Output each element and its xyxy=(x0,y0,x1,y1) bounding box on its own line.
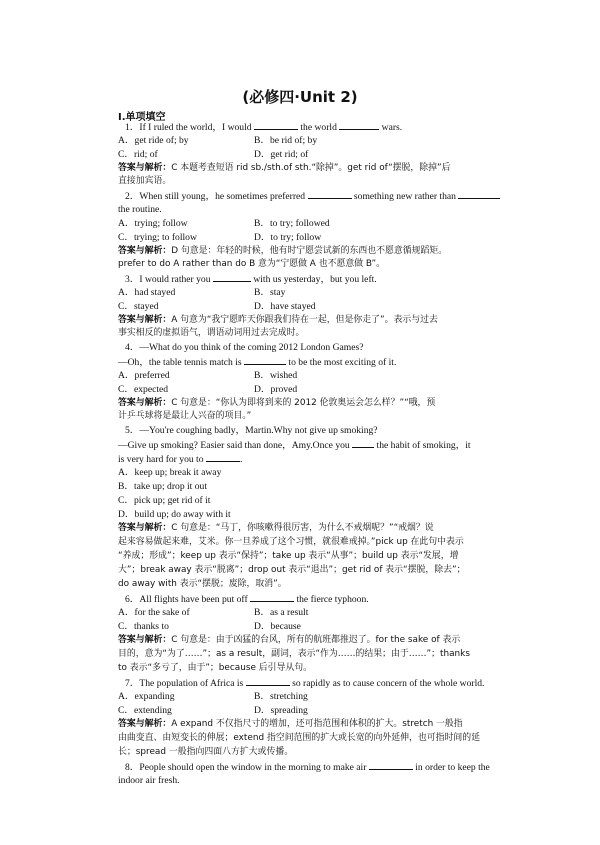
text-run: 起来容易做起来难，艾米。你一旦养成了这个习惯，就很难戒掉。”pick up 在此句中表示 xyxy=(118,537,464,547)
answer-explanation-line xyxy=(118,397,435,410)
fill-in-blank xyxy=(244,355,286,365)
fill-in-blank xyxy=(254,120,298,130)
answer-option: D．have stayed xyxy=(254,301,316,312)
text-run: C 句意是：“马丁，你咳嗽得很厉害，为什么不戒烟呢？”“戒烟？说 xyxy=(171,523,434,533)
question-line xyxy=(118,494,210,507)
answer-option: C．stayed xyxy=(118,301,159,312)
answer-option: A．preferred xyxy=(118,370,170,381)
text-run: . xyxy=(239,454,243,465)
answer-explanation-line xyxy=(118,245,447,258)
question-line xyxy=(118,452,242,465)
text-run: 5．—You're coughing badly，Martin.Why not give up smoking? xyxy=(125,425,378,436)
answer-option: C．trying; to follow xyxy=(118,232,197,243)
fill-in-blank xyxy=(339,120,379,130)
text-run: A．keep up; break it away xyxy=(118,467,222,478)
text-run: 直接加宾语。 xyxy=(118,176,172,186)
text-run: 计乒乓球将是最让人兴奋的项目。” xyxy=(118,411,252,421)
answer-label: 答案与解析： xyxy=(118,635,172,645)
fill-in-blank xyxy=(246,676,290,686)
answer-explanation-line xyxy=(118,162,451,175)
answer-option: B．to try; followed xyxy=(254,218,330,229)
text-run: so rapidly as to cause concern of the whole world. xyxy=(289,678,485,689)
answer-option: C．thanks to xyxy=(118,621,169,632)
question-line xyxy=(125,592,369,605)
text-run: D 句意是：年轻的时候，他有时宁愿尝试新的东西也不愿意循规蹈矩。 xyxy=(171,246,448,256)
question-line xyxy=(118,203,162,216)
text-run: 7．The population of Africa is xyxy=(125,678,246,689)
text-run: wars. xyxy=(379,122,403,133)
text-run: something new rather than xyxy=(351,191,459,202)
answer-option: A．expanding xyxy=(118,691,175,702)
text-run: the habit of smoking，it xyxy=(374,440,471,451)
question-line xyxy=(118,438,471,451)
question-line xyxy=(125,424,378,437)
question-line xyxy=(125,272,377,285)
answer-option: B．be rid of; by xyxy=(254,135,318,146)
answer-explanation-line xyxy=(118,578,287,591)
text-run: “养成；形成”；keep up 表示“保持”；take up 表示“从事”；build up 表示“发展，增 xyxy=(118,551,459,561)
text-run: the world xyxy=(297,122,340,133)
answer-option: D．proved xyxy=(254,384,298,395)
fill-in-blank xyxy=(213,272,251,282)
fill-in-blank xyxy=(250,592,294,602)
question-line xyxy=(118,480,207,493)
answer-option: D．get rid; of xyxy=(254,149,309,160)
question-line xyxy=(125,760,490,773)
answer-option: B．wished xyxy=(254,370,298,381)
answer-explanation-line xyxy=(118,550,459,563)
question-line xyxy=(125,120,402,133)
answer-option: D．spreading xyxy=(254,705,308,716)
page-title: (必修四·Unit 2) xyxy=(242,88,358,106)
answer-explanation-line xyxy=(118,662,312,675)
text-run: D．build up; do away with it xyxy=(118,509,231,520)
text-run: B．take up; drop it out xyxy=(118,481,207,492)
answer-explanation-line xyxy=(118,175,171,188)
fill-in-blank xyxy=(308,189,352,199)
answer-explanation-line xyxy=(118,410,251,423)
text-run: to be the most exciting of it. xyxy=(286,357,397,368)
text-run: 4．—What do you think of the coming 2012 London Games? xyxy=(125,342,364,353)
text-run: —Give up smoking? Easier said than done，Amy.Once you xyxy=(118,440,353,451)
text-run: the fierce typhoon. xyxy=(294,594,369,605)
fill-in-blank xyxy=(369,760,413,770)
question-line xyxy=(118,466,221,479)
answer-explanation-line xyxy=(118,258,385,271)
answer-label: 答案与解析： xyxy=(118,163,172,173)
text-run: the routine. xyxy=(118,204,162,215)
question-line xyxy=(118,774,180,787)
text-run: do away with 表示“摆脱；废除，取消”。 xyxy=(118,579,287,589)
text-run: C 句意是：由于凶猛的台风，所有的航班都推迟了。for the sake of 表示 xyxy=(171,635,461,645)
answer-explanation-line xyxy=(118,314,438,327)
answer-explanation-line xyxy=(118,536,464,549)
answer-option: C．expected xyxy=(118,384,169,395)
answer-option: D．to try; follow xyxy=(254,232,322,243)
question-line xyxy=(125,341,363,354)
section-heading: Ⅰ.单项填空 xyxy=(118,112,166,123)
text-run: —Oh，the table tennis match is xyxy=(118,357,245,368)
text-run: 2．When still young，he sometimes preferred xyxy=(125,191,308,202)
question-line xyxy=(125,189,500,202)
answer-explanation-line xyxy=(118,732,480,745)
text-run: 8．People should open the window in the morning to make air xyxy=(125,762,369,773)
text-run: prefer to do A rather than do B 意为“宁愿做 A 也不愿意做 B”。 xyxy=(118,259,385,269)
text-run: 事实相反的虚拟语气，谓语动词用过去完成时。 xyxy=(118,328,305,338)
text-run: to 表示“多亏了，由于”；because 后引导从句。 xyxy=(118,663,312,673)
question-line xyxy=(118,355,396,368)
answer-explanation-line xyxy=(118,648,470,661)
answer-label: 答案与解析： xyxy=(118,398,172,408)
text-run: in order to keep the xyxy=(412,762,490,773)
answer-label: 答案与解析： xyxy=(118,523,172,533)
answer-option: D．because xyxy=(254,621,301,632)
text-run: 由曲变直、由短变长的伸展；extend 指空间范围的扩大或长宽的向外延伸，也可指时间的延 xyxy=(118,733,480,743)
answer-label: 答案与解析： xyxy=(118,719,172,729)
answer-option: B．stay xyxy=(254,287,286,298)
answer-explanation-line xyxy=(118,327,304,340)
answer-label: 答案与解析： xyxy=(118,246,172,256)
text-run: 长；spread 一般指向四面八方扩大或传播。 xyxy=(118,747,294,757)
text-run: C 本题考查短语 rid sb./sth.of sth.“除掉”。get rid of“摆脱，除掉”后 xyxy=(171,163,451,173)
text-run: 1．If I ruled the world，I would xyxy=(125,122,254,133)
text-run: 3．I would rather you xyxy=(125,274,213,285)
fill-in-blank xyxy=(352,438,374,448)
text-run: indoor air fresh. xyxy=(118,775,180,786)
question-line xyxy=(125,676,484,689)
answer-explanation-line xyxy=(118,718,463,731)
answer-option: A．had stayed xyxy=(118,287,176,298)
question-line xyxy=(118,508,231,521)
answer-option: B．stretching xyxy=(254,691,308,702)
text-run: 目的，意为“为了……”；as a result，副词，表示“作为……的结果；由于……”；thanks xyxy=(118,649,470,659)
answer-explanation-line xyxy=(118,634,460,647)
answer-label: 答案与解析： xyxy=(118,315,172,325)
answer-option: C．extending xyxy=(118,705,172,716)
text-run: A expand 不仅指尺寸的增加，还可指范围和体积的扩大。stretch 一般指 xyxy=(171,719,463,729)
answer-option: C．rid; of xyxy=(118,149,158,160)
text-run: 大”；break away 表示“脱离”；drop out 表示“退出”；get rid of 表示“摆脱，除去”； xyxy=(118,565,466,575)
text-run: 6．All flights have been put off xyxy=(125,594,251,605)
text-run: A 句意为“我宁愿昨天你跟我们待在一起，但是你走了”。表示与过去 xyxy=(171,315,438,325)
answer-option: A．trying; follow xyxy=(118,218,188,229)
text-run: C．pick up; get rid of it xyxy=(118,495,211,506)
answer-option: B．as a result xyxy=(254,607,309,618)
answer-explanation-line xyxy=(118,564,466,577)
text-run: is very hard for you to xyxy=(118,454,206,465)
answer-explanation-line xyxy=(118,522,434,535)
answer-explanation-line xyxy=(118,746,293,759)
answer-option: A．for the sake of xyxy=(118,607,190,618)
answer-option: A．get ride of; by xyxy=(118,135,189,146)
fill-in-blank xyxy=(458,189,500,199)
text-run: with us yesterday，but you left. xyxy=(250,274,377,285)
text-run: C 句意是：“你认为即将到来的 2012 伦敦奥运会怎么样？”“哦，预 xyxy=(171,398,436,408)
fill-in-blank xyxy=(206,452,240,462)
